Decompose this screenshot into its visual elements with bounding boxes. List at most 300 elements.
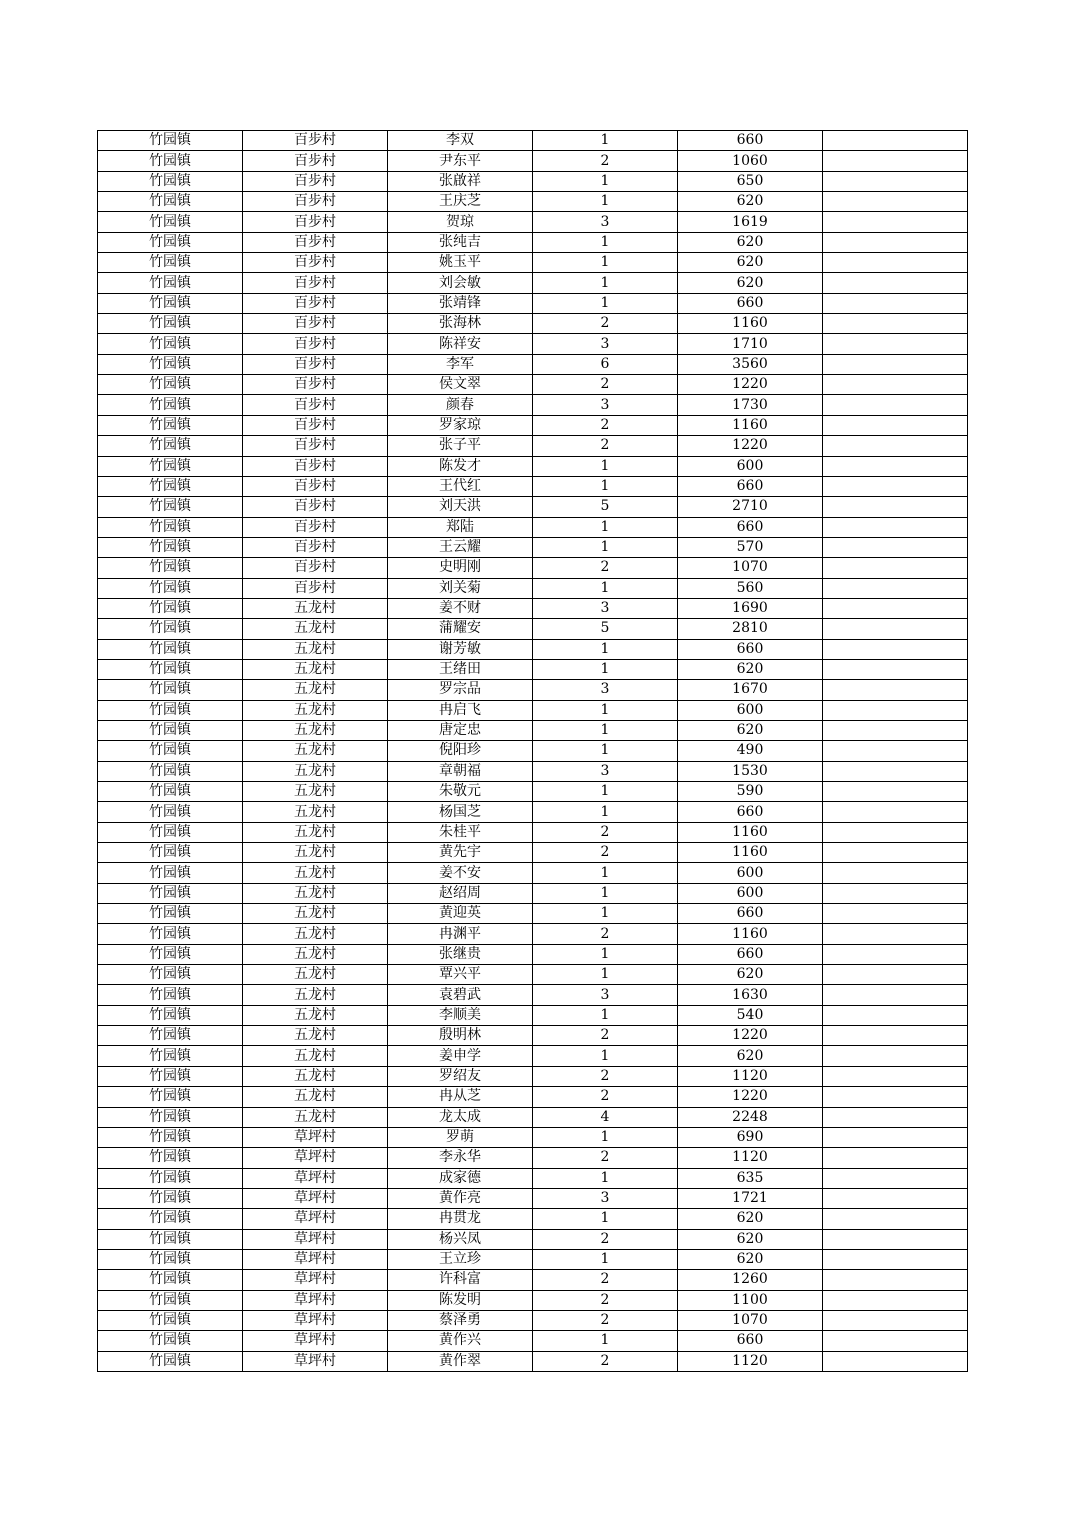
town-cell: 竹园镇 [98, 1351, 243, 1371]
note-cell [823, 273, 968, 293]
count-cell: 2 [533, 924, 678, 944]
village-cell: 百步村 [243, 517, 388, 537]
amount-cell: 560 [678, 578, 823, 598]
table-row [98, 151, 968, 171]
note-cell [823, 578, 968, 598]
count-cell: 1 [533, 232, 678, 252]
note-cell [823, 415, 968, 435]
village-cell: 五龙村 [243, 883, 388, 903]
town-cell: 竹园镇 [98, 1331, 243, 1351]
amount-cell: 1120 [678, 1351, 823, 1371]
count-cell: 1 [533, 476, 678, 496]
village-cell: 五龙村 [243, 782, 388, 802]
note-cell [823, 354, 968, 374]
table-row [98, 436, 968, 456]
count-cell: 6 [533, 354, 678, 374]
village-cell: 草坪村 [243, 1168, 388, 1188]
town-cell: 竹园镇 [98, 314, 243, 334]
amount-cell: 540 [678, 1005, 823, 1025]
village-cell: 五龙村 [243, 1107, 388, 1127]
town-cell: 竹园镇 [98, 802, 243, 822]
count-cell: 5 [533, 497, 678, 517]
table-row [98, 1270, 968, 1290]
town-cell: 竹园镇 [98, 578, 243, 598]
note-cell [823, 720, 968, 740]
name-cell: 姜申学 [388, 1046, 533, 1066]
town-cell: 竹园镇 [98, 1249, 243, 1269]
name-cell: 王云耀 [388, 537, 533, 557]
table-row [98, 212, 968, 232]
name-cell: 张海林 [388, 314, 533, 334]
village-cell: 百步村 [243, 395, 388, 415]
amount-cell: 1721 [678, 1188, 823, 1208]
name-cell: 章朝福 [388, 761, 533, 781]
amount-cell: 620 [678, 659, 823, 679]
name-cell: 李顺美 [388, 1005, 533, 1025]
note-cell [823, 476, 968, 496]
note-cell [823, 924, 968, 944]
name-cell: 谢芳敏 [388, 639, 533, 659]
name-cell: 覃兴平 [388, 965, 533, 985]
name-cell: 冉启飞 [388, 700, 533, 720]
amount-cell: 660 [678, 1331, 823, 1351]
count-cell: 2 [533, 822, 678, 842]
name-cell: 陈发才 [388, 456, 533, 476]
table-row [98, 1168, 968, 1188]
table-row [98, 395, 968, 415]
name-cell: 许科富 [388, 1270, 533, 1290]
note-cell [823, 843, 968, 863]
note-cell [823, 741, 968, 761]
amount-cell: 1220 [678, 375, 823, 395]
table-row [98, 639, 968, 659]
town-cell: 竹园镇 [98, 375, 243, 395]
note-cell [823, 1188, 968, 1208]
name-cell: 朱桂平 [388, 822, 533, 842]
table-row [98, 558, 968, 578]
table-row [98, 822, 968, 842]
village-cell: 五龙村 [243, 863, 388, 883]
amount-cell: 660 [678, 944, 823, 964]
note-cell [823, 1229, 968, 1249]
name-cell: 黄作亮 [388, 1188, 533, 1208]
amount-cell: 620 [678, 192, 823, 212]
amount-cell: 620 [678, 965, 823, 985]
name-cell: 侯文翠 [388, 375, 533, 395]
note-cell [823, 151, 968, 171]
note-cell [823, 639, 968, 659]
name-cell: 罗绍友 [388, 1066, 533, 1086]
amount-cell: 1160 [678, 415, 823, 435]
name-cell: 冉贯龙 [388, 1209, 533, 1229]
data-table [97, 130, 968, 1372]
note-cell [823, 558, 968, 578]
village-cell: 五龙村 [243, 965, 388, 985]
amount-cell: 660 [678, 131, 823, 151]
village-cell: 五龙村 [243, 598, 388, 618]
note-cell [823, 395, 968, 415]
village-cell: 五龙村 [243, 741, 388, 761]
amount-cell: 660 [678, 639, 823, 659]
village-cell: 草坪村 [243, 1331, 388, 1351]
count-cell: 1 [533, 700, 678, 720]
name-cell: 王庆芝 [388, 192, 533, 212]
table-row [98, 1026, 968, 1046]
village-cell: 五龙村 [243, 1087, 388, 1107]
note-cell [823, 1046, 968, 1066]
amount-cell: 600 [678, 863, 823, 883]
amount-cell: 660 [678, 293, 823, 313]
note-cell [823, 212, 968, 232]
count-cell: 3 [533, 1188, 678, 1208]
village-cell: 草坪村 [243, 1209, 388, 1229]
table-row [98, 192, 968, 212]
table-row [98, 700, 968, 720]
amount-cell: 1690 [678, 598, 823, 618]
amount-cell: 650 [678, 171, 823, 191]
amount-cell: 1160 [678, 924, 823, 944]
table-row [98, 985, 968, 1005]
count-cell: 1 [533, 578, 678, 598]
village-cell: 百步村 [243, 436, 388, 456]
village-cell: 草坪村 [243, 1229, 388, 1249]
village-cell: 百步村 [243, 578, 388, 598]
data-sheet [97, 130, 967, 1372]
town-cell: 竹园镇 [98, 537, 243, 557]
town-cell: 竹园镇 [98, 659, 243, 679]
village-cell: 五龙村 [243, 924, 388, 944]
town-cell: 竹园镇 [98, 1148, 243, 1168]
village-cell: 五龙村 [243, 802, 388, 822]
note-cell [823, 1209, 968, 1229]
note-cell [823, 1107, 968, 1127]
village-cell: 百步村 [243, 354, 388, 374]
note-cell [823, 944, 968, 964]
name-cell: 贺琼 [388, 212, 533, 232]
table-row [98, 843, 968, 863]
village-cell: 百步村 [243, 558, 388, 578]
village-cell: 五龙村 [243, 843, 388, 863]
town-cell: 竹园镇 [98, 476, 243, 496]
village-cell: 五龙村 [243, 659, 388, 679]
village-cell: 百步村 [243, 232, 388, 252]
count-cell: 1 [533, 639, 678, 659]
village-cell: 百步村 [243, 293, 388, 313]
count-cell: 2 [533, 1026, 678, 1046]
count-cell: 1 [533, 782, 678, 802]
name-cell: 蒲耀安 [388, 619, 533, 639]
note-cell [823, 1005, 968, 1025]
count-cell: 2 [533, 375, 678, 395]
town-cell: 竹园镇 [98, 904, 243, 924]
amount-cell: 1670 [678, 680, 823, 700]
count-cell: 1 [533, 802, 678, 822]
village-cell: 五龙村 [243, 639, 388, 659]
count-cell: 2 [533, 1290, 678, 1310]
village-cell: 五龙村 [243, 761, 388, 781]
town-cell: 竹园镇 [98, 883, 243, 903]
village-cell: 草坪村 [243, 1310, 388, 1330]
note-cell [823, 761, 968, 781]
count-cell: 1 [533, 863, 678, 883]
village-cell: 百步村 [243, 253, 388, 273]
town-cell: 竹园镇 [98, 334, 243, 354]
amount-cell: 2810 [678, 619, 823, 639]
count-cell: 1 [533, 944, 678, 964]
town-cell: 竹园镇 [98, 1209, 243, 1229]
note-cell [823, 517, 968, 537]
table-row [98, 1290, 968, 1310]
name-cell: 郑陆 [388, 517, 533, 537]
note-cell [823, 680, 968, 700]
name-cell: 刘关菊 [388, 578, 533, 598]
amount-cell: 620 [678, 1229, 823, 1249]
town-cell: 竹园镇 [98, 700, 243, 720]
table-row [98, 924, 968, 944]
table-row [98, 1087, 968, 1107]
table-row [98, 293, 968, 313]
table-row [98, 802, 968, 822]
name-cell: 殷明林 [388, 1026, 533, 1046]
town-cell: 竹园镇 [98, 456, 243, 476]
amount-cell: 600 [678, 700, 823, 720]
count-cell: 1 [533, 1127, 678, 1147]
name-cell: 刘天洪 [388, 497, 533, 517]
village-cell: 五龙村 [243, 985, 388, 1005]
table-row [98, 232, 968, 252]
table-row [98, 253, 968, 273]
village-cell: 五龙村 [243, 944, 388, 964]
note-cell [823, 1066, 968, 1086]
count-cell: 1 [533, 1168, 678, 1188]
town-cell: 竹园镇 [98, 436, 243, 456]
note-cell [823, 822, 968, 842]
count-cell: 1 [533, 1331, 678, 1351]
town-cell: 竹园镇 [98, 741, 243, 761]
count-cell: 3 [533, 334, 678, 354]
village-cell: 五龙村 [243, 1026, 388, 1046]
table-row [98, 334, 968, 354]
town-cell: 竹园镇 [98, 985, 243, 1005]
note-cell [823, 1331, 968, 1351]
count-cell: 1 [533, 720, 678, 740]
amount-cell: 1260 [678, 1270, 823, 1290]
table-row [98, 1351, 968, 1371]
village-cell: 五龙村 [243, 1066, 388, 1086]
name-cell: 黄作翠 [388, 1351, 533, 1371]
name-cell: 龙太成 [388, 1107, 533, 1127]
count-cell: 3 [533, 680, 678, 700]
note-cell [823, 700, 968, 720]
note-cell [823, 1168, 968, 1188]
note-cell [823, 802, 968, 822]
town-cell: 竹园镇 [98, 598, 243, 618]
amount-cell: 1160 [678, 843, 823, 863]
table-row [98, 171, 968, 191]
town-cell: 竹园镇 [98, 1270, 243, 1290]
town-cell: 竹园镇 [98, 1087, 243, 1107]
village-cell: 百步村 [243, 273, 388, 293]
count-cell: 1 [533, 273, 678, 293]
name-cell: 李军 [388, 354, 533, 374]
table-row [98, 598, 968, 618]
amount-cell: 1619 [678, 212, 823, 232]
count-cell: 1 [533, 456, 678, 476]
name-cell: 陈祥安 [388, 334, 533, 354]
count-cell: 2 [533, 1351, 678, 1371]
amount-cell: 620 [678, 1209, 823, 1229]
count-cell: 1 [533, 1046, 678, 1066]
table-row [98, 720, 968, 740]
village-cell: 百步村 [243, 192, 388, 212]
note-cell [823, 985, 968, 1005]
note-cell [823, 293, 968, 313]
amount-cell: 570 [678, 537, 823, 557]
town-cell: 竹园镇 [98, 212, 243, 232]
count-cell: 1 [533, 253, 678, 273]
town-cell: 竹园镇 [98, 171, 243, 191]
count-cell: 1 [533, 192, 678, 212]
note-cell [823, 1087, 968, 1107]
amount-cell: 660 [678, 904, 823, 924]
town-cell: 竹园镇 [98, 639, 243, 659]
table-row [98, 1127, 968, 1147]
note-cell [823, 192, 968, 212]
village-cell: 草坪村 [243, 1351, 388, 1371]
amount-cell: 600 [678, 883, 823, 903]
village-cell: 草坪村 [243, 1148, 388, 1168]
count-cell: 5 [533, 619, 678, 639]
town-cell: 竹园镇 [98, 1026, 243, 1046]
name-cell: 黄迎英 [388, 904, 533, 924]
village-cell: 五龙村 [243, 680, 388, 700]
town-cell: 竹园镇 [98, 232, 243, 252]
amount-cell: 1070 [678, 558, 823, 578]
name-cell: 李双 [388, 131, 533, 151]
note-cell [823, 1270, 968, 1290]
amount-cell: 620 [678, 232, 823, 252]
town-cell: 竹园镇 [98, 1005, 243, 1025]
table-row [98, 476, 968, 496]
village-cell: 五龙村 [243, 619, 388, 639]
name-cell: 王绪田 [388, 659, 533, 679]
count-cell: 1 [533, 659, 678, 679]
table-row [98, 1107, 968, 1127]
village-cell: 五龙村 [243, 904, 388, 924]
amount-cell: 1160 [678, 822, 823, 842]
name-cell: 张子平 [388, 436, 533, 456]
town-cell: 竹园镇 [98, 192, 243, 212]
amount-cell: 660 [678, 476, 823, 496]
town-cell: 竹园镇 [98, 720, 243, 740]
name-cell: 杨国芝 [388, 802, 533, 822]
village-cell: 百步村 [243, 131, 388, 151]
table-row [98, 456, 968, 476]
amount-cell: 2248 [678, 1107, 823, 1127]
note-cell [823, 598, 968, 618]
name-cell: 赵绍周 [388, 883, 533, 903]
count-cell: 2 [533, 1087, 678, 1107]
amount-cell: 2710 [678, 497, 823, 517]
town-cell: 竹园镇 [98, 517, 243, 537]
village-cell: 百步村 [243, 151, 388, 171]
town-cell: 竹园镇 [98, 253, 243, 273]
town-cell: 竹园镇 [98, 1188, 243, 1208]
count-cell: 1 [533, 537, 678, 557]
name-cell: 朱敬元 [388, 782, 533, 802]
table-row [98, 1148, 968, 1168]
name-cell: 陈发明 [388, 1290, 533, 1310]
table-row [98, 131, 968, 151]
note-cell [823, 375, 968, 395]
table-row [98, 1229, 968, 1249]
amount-cell: 620 [678, 720, 823, 740]
town-cell: 竹园镇 [98, 1107, 243, 1127]
village-cell: 百步村 [243, 375, 388, 395]
name-cell: 王立珍 [388, 1249, 533, 1269]
town-cell: 竹园镇 [98, 395, 243, 415]
town-cell: 竹园镇 [98, 619, 243, 639]
table-row [98, 1310, 968, 1330]
amount-cell: 690 [678, 1127, 823, 1147]
amount-cell: 1120 [678, 1148, 823, 1168]
note-cell [823, 1127, 968, 1147]
table-row [98, 883, 968, 903]
town-cell: 竹园镇 [98, 354, 243, 374]
note-cell [823, 1026, 968, 1046]
village-cell: 百步村 [243, 497, 388, 517]
name-cell: 姚玉平 [388, 253, 533, 273]
table-row [98, 1046, 968, 1066]
village-cell: 百步村 [243, 415, 388, 435]
name-cell: 罗萌 [388, 1127, 533, 1147]
name-cell: 尹东平 [388, 151, 533, 171]
village-cell: 五龙村 [243, 822, 388, 842]
count-cell: 2 [533, 436, 678, 456]
count-cell: 2 [533, 1066, 678, 1086]
village-cell: 百步村 [243, 537, 388, 557]
name-cell: 罗宗品 [388, 680, 533, 700]
table-row [98, 944, 968, 964]
name-cell: 黄先宇 [388, 843, 533, 863]
amount-cell: 620 [678, 1046, 823, 1066]
amount-cell: 1630 [678, 985, 823, 1005]
count-cell: 3 [533, 985, 678, 1005]
count-cell: 2 [533, 843, 678, 863]
name-cell: 冉从芝 [388, 1087, 533, 1107]
amount-cell: 635 [678, 1168, 823, 1188]
village-cell: 百步村 [243, 212, 388, 232]
town-cell: 竹园镇 [98, 843, 243, 863]
name-cell: 李永华 [388, 1148, 533, 1168]
table-row [98, 314, 968, 334]
table-row [98, 1188, 968, 1208]
town-cell: 竹园镇 [98, 131, 243, 151]
note-cell [823, 883, 968, 903]
amount-cell: 620 [678, 253, 823, 273]
count-cell: 2 [533, 151, 678, 171]
table-row [98, 415, 968, 435]
town-cell: 竹园镇 [98, 924, 243, 944]
table-row [98, 497, 968, 517]
town-cell: 竹园镇 [98, 965, 243, 985]
table-row [98, 1249, 968, 1269]
count-cell: 2 [533, 1270, 678, 1290]
note-cell [823, 497, 968, 517]
table-row [98, 375, 968, 395]
count-cell: 2 [533, 415, 678, 435]
count-cell: 1 [533, 293, 678, 313]
